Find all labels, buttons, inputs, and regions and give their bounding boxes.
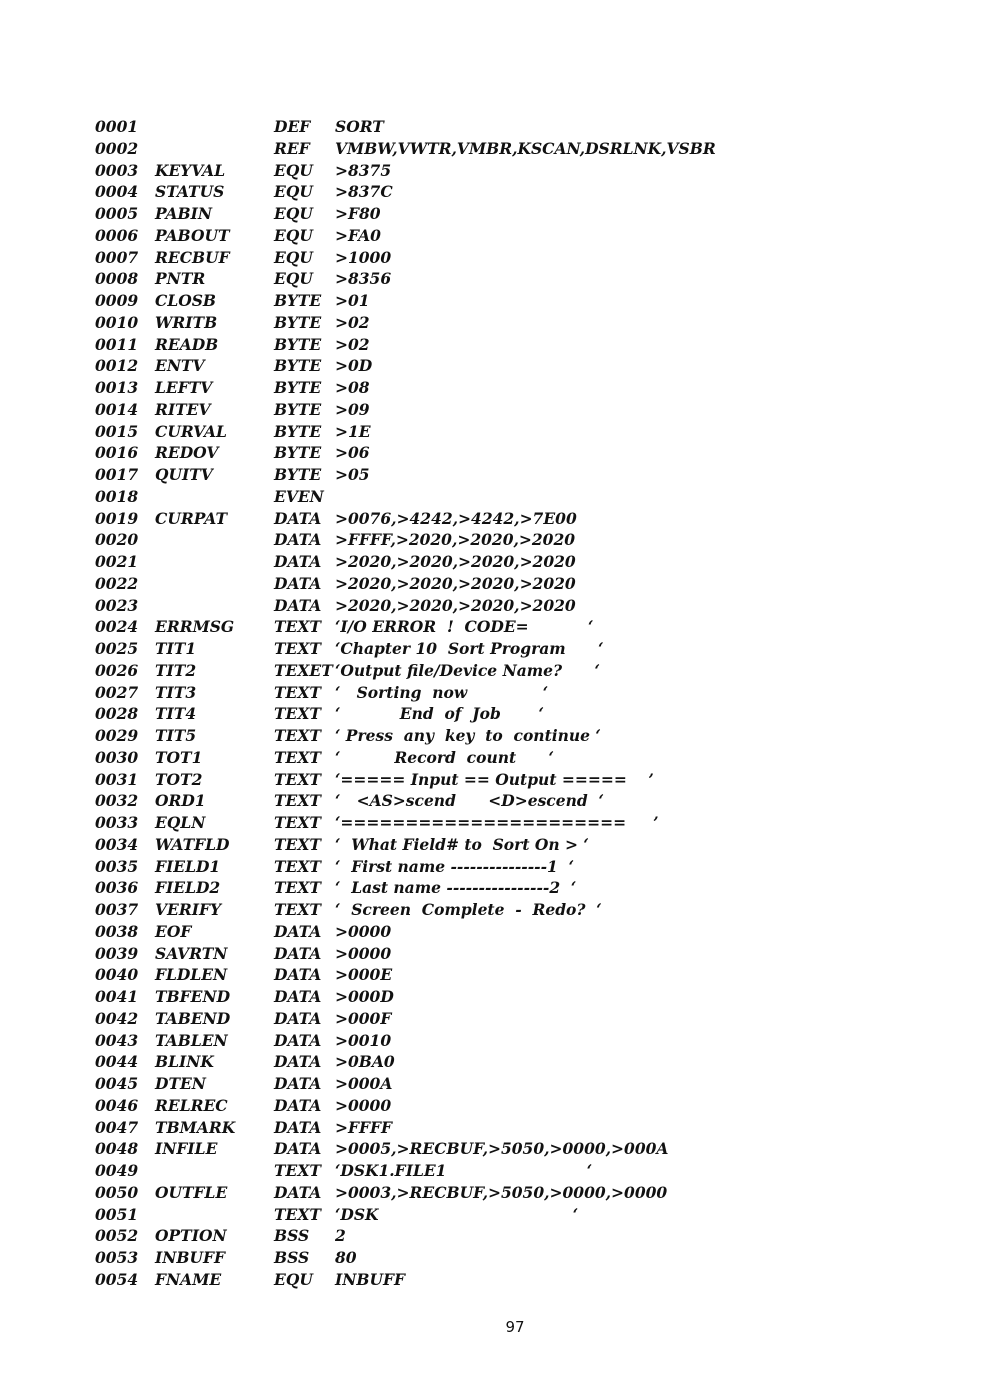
line-number: 0021 [95, 552, 139, 571]
code-line [95, 421, 955, 443]
label-field: INFILE [155, 1139, 218, 1159]
operand-field: 2 [335, 1226, 346, 1246]
line-number: 0032 [95, 791, 139, 811]
label-field: INBUFF [155, 1248, 226, 1267]
operand-field: ‘ <AS>scend <D>escend ‘ [335, 791, 604, 811]
opcode-field: EQU [274, 182, 313, 202]
line-number: 0015 [95, 421, 139, 441]
opcode-field: BYTE [274, 378, 322, 397]
code-line [95, 290, 955, 312]
opcode-field: BYTE [274, 356, 322, 376]
operand-field: >000F [335, 1008, 392, 1028]
opcode-field: BYTE [274, 399, 322, 419]
opcode-field: DATA [274, 943, 322, 963]
opcode-field: TEXT [274, 617, 321, 637]
opcode-field: DATA [274, 1117, 322, 1137]
opcode-field: DATA [274, 921, 322, 941]
code-line [95, 355, 955, 377]
operand-field: ‘DSK1.FILE1 ‘ [335, 1161, 593, 1180]
label-field: TIT5 [155, 726, 197, 745]
opcode-field: REF [274, 138, 310, 158]
opcode-field: EQU [274, 225, 313, 245]
line-number: 0045 [95, 1074, 139, 1093]
code-line [95, 529, 955, 551]
line-number: 0052 [95, 1226, 139, 1246]
label-field: ENTV [155, 356, 205, 376]
opcode-field: TEXT [274, 682, 321, 702]
operand-field: VMBW,VWTR,VMBR,KSCAN,DSRLNK,VSBR [335, 138, 716, 158]
opcode-field: DATA [274, 530, 322, 550]
operand-field: >1000 [335, 247, 392, 267]
line-number: 0014 [95, 399, 139, 419]
operand-field: ‘ Last name ----------------2 ‘ [335, 878, 577, 898]
operand-field: >0000 [335, 921, 392, 941]
opcode-field: DATA [274, 1182, 322, 1202]
operand-field: >0005,>RECBUF,>5050,>0000,>000A [335, 1139, 669, 1159]
line-number: 0016 [95, 443, 139, 463]
label-field: RECBUF [155, 247, 230, 267]
opcode-field: EQU [274, 160, 313, 180]
line-number: 0053 [95, 1248, 139, 1267]
operand-field: >837C [335, 182, 393, 202]
line-number: 0024 [95, 617, 139, 637]
label-field: TABEND [155, 1008, 231, 1028]
opcode-field: BYTE [274, 465, 322, 484]
operand-field: >0D [335, 356, 373, 376]
line-number: 0037 [95, 900, 139, 919]
code-line [95, 769, 955, 791]
label-field: WRITB [155, 312, 218, 332]
line-number: 0033 [95, 813, 139, 832]
label-field: OUTFLE [155, 1182, 228, 1202]
opcode-field: TEXT [274, 900, 321, 919]
opcode-field: BYTE [274, 421, 322, 441]
code-line [95, 899, 955, 921]
code-line [95, 508, 955, 530]
line-number: 0013 [95, 378, 139, 397]
opcode-field: TEXT [274, 856, 321, 876]
line-number: 0023 [95, 595, 139, 615]
operand-field: ‘===== Input == Output ===== ’ [335, 769, 654, 789]
line-number: 0029 [95, 726, 139, 745]
operand-field: ‘ Record count ‘ [335, 747, 554, 767]
code-line [95, 486, 955, 508]
operand-field: >8356 [335, 269, 392, 289]
label-field: ERRMSG [155, 617, 235, 637]
operand-field: ‘ First name ---------------1 ‘ [335, 856, 574, 876]
opcode-field: BSS [274, 1226, 310, 1246]
code-line [95, 1073, 955, 1095]
label-field: TOT2 [155, 769, 203, 789]
line-number: 0005 [95, 204, 139, 223]
line-number: 0007 [95, 247, 139, 267]
code-line [95, 551, 955, 573]
code-line [95, 725, 955, 747]
line-number: 0035 [95, 856, 139, 876]
operand-field: >FFFF [335, 1117, 393, 1137]
line-number: 0028 [95, 704, 139, 724]
line-number: 0047 [95, 1117, 139, 1137]
operand-field: >0010 [335, 1030, 392, 1050]
operand-field: ‘ Screen Complete - Redo? ‘ [335, 900, 602, 919]
opcode-field: DATA [274, 1030, 322, 1050]
line-number: 0022 [95, 573, 139, 593]
label-field: FIELD2 [155, 878, 221, 898]
code-line [95, 682, 955, 704]
code-line [95, 464, 955, 486]
label-field: TBFEND [155, 987, 231, 1006]
label-field: KEYVAL [155, 160, 226, 180]
opcode-field: BYTE [274, 443, 322, 463]
code-line [95, 1204, 955, 1226]
opcode-field: TEXET [274, 660, 333, 680]
line-number: 0040 [95, 965, 139, 985]
opcode-field: TEXT [274, 834, 321, 854]
assembly-listing [95, 116, 955, 1291]
label-field: RITEV [155, 399, 211, 419]
code-line [95, 921, 955, 943]
code-line [95, 790, 955, 812]
opcode-field: DATA [274, 1095, 322, 1115]
label-field: ORD1 [155, 791, 206, 811]
opcode-field: TEXT [274, 726, 321, 745]
opcode-field: BYTE [274, 291, 322, 310]
opcode-field: TEXT [274, 769, 321, 789]
code-line [95, 1247, 955, 1269]
operand-field: >2020,>2020,>2020,>2020 [335, 573, 576, 593]
code-line [95, 943, 955, 965]
line-number: 0038 [95, 921, 139, 941]
code-line [95, 616, 955, 638]
opcode-field: TEXT [274, 704, 321, 724]
operand-field: >8375 [335, 160, 392, 180]
code-line [95, 1030, 955, 1052]
label-field: READB [155, 334, 219, 354]
line-number: 0043 [95, 1030, 139, 1050]
code-line [95, 1051, 955, 1073]
line-number: 0041 [95, 987, 139, 1006]
line-number: 0003 [95, 160, 139, 180]
opcode-field: DATA [274, 552, 322, 571]
operand-field: >0003,>RECBUF,>5050,>0000,>0000 [335, 1182, 668, 1202]
code-line [95, 225, 955, 247]
operand-field: >0000 [335, 943, 392, 963]
operand-field: >000E [335, 965, 393, 985]
label-field: TIT1 [155, 639, 197, 658]
code-line [95, 203, 955, 225]
opcode-field: DATA [274, 1008, 322, 1028]
operand-field: >2020,>2020,>2020,>2020 [335, 552, 576, 571]
operand-field: ‘ End of Job ‘ [335, 704, 544, 724]
label-field: RELREC [155, 1095, 228, 1115]
code-line [95, 1008, 955, 1030]
label-field: TABLEN [155, 1030, 228, 1050]
line-number: 0042 [95, 1008, 139, 1028]
label-field: FLDLEN [155, 965, 228, 985]
operand-field: >06 [335, 443, 370, 463]
operand-field: >02 [335, 334, 370, 354]
code-line [95, 1225, 955, 1247]
opcode-field: TEXT [274, 1204, 321, 1224]
label-field: FNAME [155, 1269, 222, 1289]
line-number: 0019 [95, 508, 139, 528]
label-field: QUITV [155, 465, 213, 484]
operand-field: ‘ What Field# to Sort On > ‘ [335, 834, 589, 854]
code-line [95, 138, 955, 160]
opcode-field: EVEN [274, 486, 324, 506]
label-field: REDOV [155, 443, 219, 463]
code-line [95, 877, 955, 899]
opcode-field: DEF [274, 117, 311, 136]
code-line [95, 1138, 955, 1160]
label-field: FIELD1 [155, 856, 221, 876]
line-number: 0048 [95, 1139, 139, 1159]
code-line [95, 812, 955, 834]
line-number: 0049 [95, 1161, 139, 1180]
line-number: 0025 [95, 639, 139, 658]
label-field: LEFTV [155, 378, 213, 397]
operand-field: >02 [335, 312, 370, 332]
line-number: 0036 [95, 878, 139, 898]
label-field: CLOSB [155, 291, 217, 310]
line-number: 0009 [95, 291, 139, 310]
label-field: CURPAT [155, 508, 227, 528]
opcode-field: EQU [274, 247, 313, 267]
line-number: 0039 [95, 943, 139, 963]
label-field: WATFLD [155, 834, 230, 854]
operand-field: >05 [335, 465, 370, 484]
line-number: 0054 [95, 1269, 139, 1289]
code-line [95, 703, 955, 725]
operand-field: ‘====================== ’ [335, 813, 659, 832]
code-line [95, 638, 955, 660]
line-number: 0030 [95, 747, 139, 767]
operand-field: >000D [335, 987, 394, 1006]
code-line [95, 1269, 955, 1291]
opcode-field: BYTE [274, 334, 322, 354]
operand-field: >FA0 [335, 225, 381, 245]
code-line [95, 595, 955, 617]
label-field: PABIN [155, 204, 213, 223]
code-line [95, 1117, 955, 1139]
code-line [95, 399, 955, 421]
code-line [95, 247, 955, 269]
line-number: 0001 [95, 117, 139, 136]
label-field: SAVRTN [155, 943, 228, 963]
opcode-field: TEXT [274, 878, 321, 898]
operand-field: >0076,>4242,>4242,>7E00 [335, 508, 577, 528]
code-line [95, 1160, 955, 1182]
label-field: OPTION [155, 1226, 227, 1246]
opcode-field: TEXT [274, 639, 321, 658]
label-field: DTEN [155, 1074, 206, 1093]
line-number: 0008 [95, 269, 139, 289]
opcode-field: TEXT [274, 747, 321, 767]
line-number: 0012 [95, 356, 139, 376]
opcode-field: DATA [274, 1074, 322, 1093]
operand-field: SORT [335, 117, 384, 136]
label-field: TIT3 [155, 682, 197, 702]
operand-field: ‘Output file/Device Name? ‘ [335, 660, 600, 680]
line-number: 0044 [95, 1052, 139, 1072]
line-number: 0006 [95, 225, 139, 245]
code-line [95, 312, 955, 334]
label-field: EOF [155, 921, 192, 941]
operand-field: ‘ Sorting now ‘ [335, 682, 549, 702]
operand-field: ‘I/O ERROR ! CODE= ‘ [335, 617, 594, 637]
line-number: 0026 [95, 660, 139, 680]
label-field: TIT2 [155, 660, 197, 680]
opcode-field: DATA [274, 573, 322, 593]
opcode-field: TEXT [274, 791, 321, 811]
line-number: 0050 [95, 1182, 139, 1202]
code-line [95, 116, 955, 138]
operand-field: >08 [335, 378, 370, 397]
code-line [95, 377, 955, 399]
code-line [95, 573, 955, 595]
operand-field: >FFFF,>2020,>2020,>2020 [335, 530, 576, 550]
opcode-field: DATA [274, 965, 322, 985]
line-number: 0010 [95, 312, 139, 332]
line-number: 0051 [95, 1204, 139, 1224]
opcode-field: BSS [274, 1248, 310, 1267]
line-number: 0017 [95, 465, 139, 484]
code-line [95, 334, 955, 356]
operand-field: 80 [335, 1248, 357, 1267]
operand-field: >0000 [335, 1095, 392, 1115]
operand-field: >000A [335, 1074, 393, 1093]
line-number: 0018 [95, 486, 139, 506]
label-field: TOT1 [155, 747, 203, 767]
code-line [95, 442, 955, 464]
opcode-field: EQU [274, 204, 313, 223]
opcode-field: DATA [274, 508, 322, 528]
code-line [95, 964, 955, 986]
opcode-field: DATA [274, 595, 322, 615]
label-field: TBMARK [155, 1117, 236, 1137]
code-line [95, 181, 955, 203]
page-number: 97 [505, 1318, 525, 1336]
label-field: PABOUT [155, 225, 230, 245]
opcode-field: TEXT [274, 1161, 321, 1180]
operand-field: ‘DSK ‘ [335, 1204, 579, 1224]
label-field: VERIFY [155, 900, 222, 919]
opcode-field: DATA [274, 987, 322, 1006]
operand-field: >1E [335, 421, 371, 441]
label-field: CURVAL [155, 421, 227, 441]
code-line [95, 1095, 955, 1117]
operand-field: >09 [335, 399, 370, 419]
line-number: 0034 [95, 834, 139, 854]
opcode-field: EQU [274, 1269, 313, 1289]
opcode-field: DATA [274, 1139, 322, 1159]
opcode-field: DATA [274, 1052, 322, 1072]
operand-field: >2020,>2020,>2020,>2020 [335, 595, 576, 615]
code-line [95, 834, 955, 856]
operand-field: ‘Chapter 10 Sort Program ‘ [335, 639, 604, 658]
label-field: BLINK [155, 1052, 214, 1072]
label-field: EQLN [155, 813, 206, 832]
line-number: 0027 [95, 682, 139, 702]
operand-field: >0BA0 [335, 1052, 395, 1072]
opcode-field: BYTE [274, 312, 322, 332]
code-line [95, 268, 955, 290]
code-line [95, 856, 955, 878]
code-line [95, 160, 955, 182]
operand-field: >01 [335, 291, 370, 310]
opcode-field: EQU [274, 269, 313, 289]
line-number: 0004 [95, 182, 139, 202]
line-number: 0046 [95, 1095, 139, 1115]
line-number: 0011 [95, 334, 139, 354]
code-line [95, 660, 955, 682]
label-field: TIT4 [155, 704, 197, 724]
label-field: STATUS [155, 182, 225, 202]
operand-field: >F80 [335, 204, 381, 223]
line-number: 0002 [95, 138, 139, 158]
code-line [95, 1182, 955, 1204]
line-number: 0020 [95, 530, 139, 550]
line-number: 0031 [95, 769, 139, 789]
opcode-field: TEXT [274, 813, 321, 832]
operand-field: ‘ Press any key to continue ‘ [335, 726, 601, 745]
label-field: PNTR [155, 269, 206, 289]
code-line [95, 986, 955, 1008]
operand-field: INBUFF [335, 1269, 406, 1289]
code-line [95, 747, 955, 769]
